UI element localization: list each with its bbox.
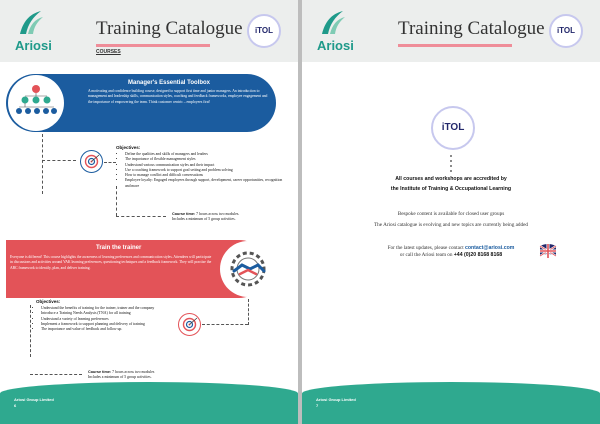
list-item: • Understand various communication styles and their impact bbox=[125, 163, 288, 168]
list-item: • The importance of flexible management styles bbox=[125, 157, 288, 162]
list-item: • Use a coaching framework to support goal setting and problem solving bbox=[125, 168, 288, 173]
accredited-line: All courses and workshops are accredited by bbox=[395, 176, 507, 182]
connector-line bbox=[202, 324, 248, 325]
title-underline bbox=[96, 44, 210, 47]
target-icon bbox=[178, 313, 201, 336]
connector-line bbox=[42, 160, 76, 161]
page-title: Training Catalogue bbox=[398, 18, 545, 39]
section-title: Train the trainer bbox=[96, 245, 142, 251]
left-page bbox=[0, 0, 298, 424]
contact-email-link[interactable]: contact@ariosi.com bbox=[464, 245, 515, 251]
page-title: Training Catalogue bbox=[96, 18, 243, 39]
uk-flag-icon bbox=[538, 243, 558, 259]
target-icon bbox=[80, 150, 103, 173]
connector-line bbox=[30, 374, 82, 375]
objectives-list bbox=[120, 152, 288, 189]
section-description: Everyone is different! This course highlights the awareness of learning preferences and communication styles. Attendees will participate in discussions and activities around VAK learning preferences, questioning techniques and a feedback framework. They will practise the ABC framework to identify, plan, and deliver training. bbox=[10, 255, 212, 270]
section-title: Manager's Essential Toolbox bbox=[128, 80, 211, 86]
list-item: • Introduce a Training Needs Analysis (TNA) for all training bbox=[41, 311, 168, 316]
objectives-list bbox=[36, 306, 168, 332]
list-item: • How to manage conflict and difficult conversations bbox=[125, 173, 288, 178]
logo-text: Ariosi bbox=[15, 38, 52, 53]
page-number: 7 bbox=[316, 403, 319, 408]
itol-badge: iTOL bbox=[247, 14, 281, 48]
title-underline bbox=[398, 44, 512, 47]
objectives-title: Objectives: bbox=[36, 299, 61, 304]
list-item: • Understand the benefits of training for the trainer, trainer and the company bbox=[41, 306, 168, 311]
course-time: Course time: 7 hours across two modules Includes a minimum of 5 group activities. bbox=[88, 370, 155, 380]
connector-line bbox=[42, 134, 43, 194]
handshake-gear-icon bbox=[220, 241, 276, 297]
connector-line bbox=[116, 186, 117, 216]
evolving-note: The Ariosi catalogue is evolving and new topics are currently being added bbox=[374, 222, 528, 228]
logo-text: Ariosi bbox=[317, 38, 354, 53]
connector-line bbox=[248, 299, 249, 325]
objectives-title: Objectives: bbox=[116, 145, 141, 150]
accreditation-badge: iTOL bbox=[431, 106, 475, 150]
page-number: 6 bbox=[14, 403, 17, 408]
bespoke-note: Bespoke content is available for closed user groups bbox=[397, 211, 505, 217]
footer-text: Ariosi Group Limited 7 bbox=[316, 397, 356, 408]
page-header bbox=[302, 0, 600, 62]
accredited-line: the Institute of Training & Occupational Learning bbox=[390, 186, 512, 192]
list-item: • Employee loyalty: Engaged employees through support, development, career opportunities, recognition and more bbox=[125, 178, 288, 189]
right-page bbox=[302, 0, 600, 424]
list-item: • The importance and value of feedback and follow up. bbox=[41, 327, 168, 332]
course-time: Course time: 7 hours across two modules. Includes a minimum of 5 group activities. bbox=[172, 212, 240, 222]
connector-line bbox=[116, 216, 166, 217]
ariosi-logo-icon bbox=[319, 8, 347, 36]
section-description: A motivating and confidence building course, designed to support first time and junior managers. An introduction to management and leadership skills, communication styles, coaching and feedback frameworks, employee engagement and the importance of empowering the team. Think customer centric – employees first! bbox=[88, 89, 268, 104]
contact-phone: +44 (0)20 8168 8168 bbox=[453, 252, 503, 258]
list-item: • Understand a variety of learning preferences bbox=[41, 317, 168, 322]
page-header bbox=[0, 0, 298, 62]
ariosi-logo-icon bbox=[17, 8, 45, 36]
itol-badge: iTOL bbox=[549, 14, 583, 48]
list-item: • Implement a framework to support planning and delivery of training bbox=[41, 322, 168, 327]
contact-info: For the latest updates, please contact contact@ariosi.com or call the Ariosi team on +44 (0)20 8168 8168 bbox=[387, 245, 515, 258]
page-subtitle: COURSES bbox=[96, 49, 121, 55]
org-chart-icon bbox=[8, 75, 64, 131]
list-item: • Define the qualities and skills of managers and leaders bbox=[125, 152, 288, 157]
dotted-divider bbox=[449, 154, 453, 172]
footer-text: Ariosi Group Limited 6 bbox=[14, 397, 54, 408]
